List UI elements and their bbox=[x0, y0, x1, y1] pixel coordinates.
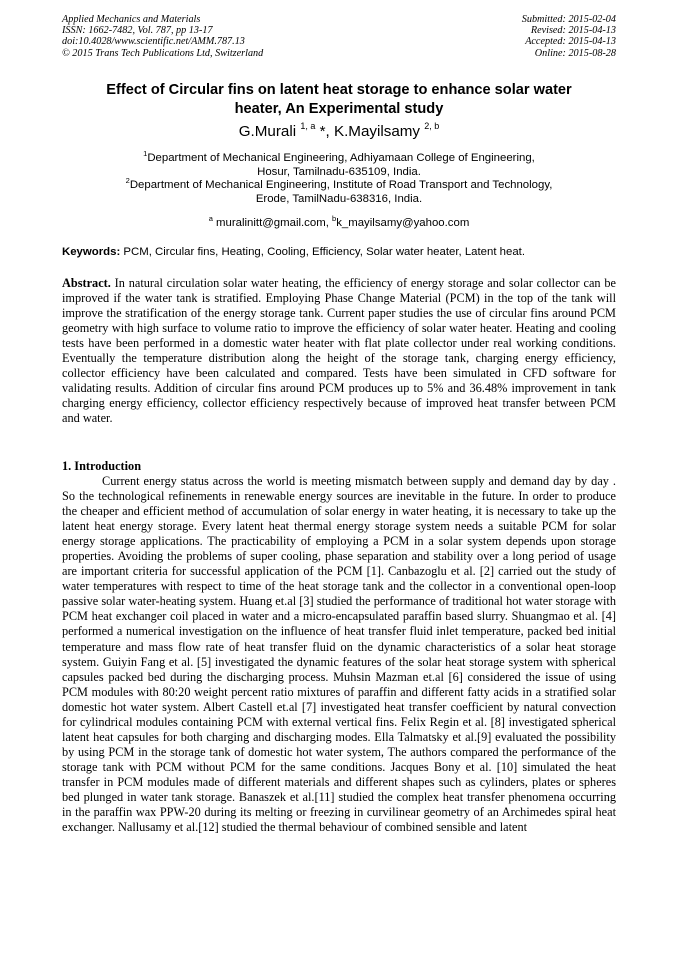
author-emails bbox=[60, 216, 618, 230]
paper-title bbox=[60, 81, 618, 119]
journal-info bbox=[62, 14, 392, 59]
doi-line: doi:10.4028/www.scientific.net/AMM.787.13 bbox=[62, 36, 245, 48]
author-1-affiliation-mark: 1, a bbox=[300, 121, 316, 131]
keywords bbox=[62, 245, 616, 259]
affiliation-1-text: Department of Mechanical Engineering, Adhiyamaan College of Engineering, bbox=[147, 152, 535, 164]
affiliation-2-line-1 bbox=[60, 176, 618, 193]
email-a-mark: a bbox=[208, 214, 213, 223]
publication-dates bbox=[416, 14, 616, 59]
journal-name: Applied Mechanics and Materials bbox=[62, 14, 201, 25]
affiliation-1-line-2: Hosur, Tamilnadu-635109, India. bbox=[257, 165, 421, 178]
affiliation-2-text: Department of Mechanical Engineering, Institute of Road Transport and Technology, bbox=[129, 179, 553, 192]
submitted-date: Submitted: 2015-02-04 bbox=[521, 14, 616, 25]
accepted-date: Accepted: 2015-04-13 bbox=[525, 36, 616, 48]
author-2-name: K.Mayilsamy bbox=[333, 123, 425, 140]
section-heading-introduction: 1. Introduction bbox=[62, 459, 142, 473]
copyright-line: © 2015 Trans Tech Publications Ltd, Switzerland bbox=[62, 47, 264, 59]
affiliation-2-line-2: Erode, TamilNadu-638316, India. bbox=[255, 192, 423, 205]
affiliation-2-mark: 2 bbox=[125, 176, 130, 186]
author-list bbox=[60, 122, 618, 142]
revised-date: Revised: 2015-04-13 bbox=[530, 25, 616, 37]
introduction-paragraph: Current energy status across the world is meeting mismatch between supply and demand day by day . So the technological refinements in renewable energy sources are inevitable in the future. In order to produce the cheaper and efficient method of accumulation of solar energy in water heating, it is necessary to take up the latent heat energy storage. Every latent heat thermal energy storage system needs a suitable PCM for solar energy storage applications. The practicability of employing a PCM in a solar system depends upon storage properties. Avoiding the problems of super cooling, phase separation and stability over a long period of usage are important criteria for successful application of the PCM [1]. Canbazoglu et al. [2] carried out the study of water temperatures with respect to time of the heat storage tank and the collector in a conventional open-loop passive solar water-heating system. Huang et.al [3] studied the performance of traditional hot water storage with PCM heat exchanger coil placed in water and a micro-encapsulated paraffin based slurry. Shuangmao et al. [4] performed a numerical investigation on the influence of heat transfer fluid inlet temperature, packed bed initial temperature and mass flow rate of heat transfer fluid on the dynamic characteristics of a solar heat storage system. Guiyin Fang et al. [5] investigated the dynamic features of the solar heat storage system with spherical capsules packed bed during the discharging process. Muhsin Mazman et.al [6] considered the issue of using PCM modules with 80:20 weight percent ratio mixtures of paraffin and different fatty acids in a stratified solar domestic hot water system. Albert Castell et.al [7] investigated heat transfer coefficient by natural convection for cylindrical modules containing PCM with external vertical fins. Felix Regin et al. [8] investigated spherical latent heat capsules for both charging and discharging modes. Ella Talmatsky et al.[9] evaluated the possibility by using PCM in the storage tank of domestic hot water system, The authors compared the performance of the storage tank with PCM without PCM for the same conditions. Jacques Bony et al. [10] simulated the heat transfer in PCM modules made of different materials and different shapes such as cylinders, plates or spheres bed plunged in water tank storage. Banaszek et al.[11] studied the complex heat transfer phenomena occurring in the paraffin wax PPW-20 during its melting or freezing in curvilinear geometry of an Archimedes spiral heat exchanger. Nallusamy et al.[12] studied the thermal behaviour of combined sensible and latent bbox=[62, 474, 616, 835]
affiliations bbox=[60, 149, 618, 206]
keywords-label: Keywords: bbox=[62, 246, 121, 258]
abstract-text: In natural circulation solar water heating, the efficiency of energy storage and solar collector can be improved if the water tank is stratified. Employing Phase Change Material (PCM) in the top of the tank will improve the stratification of the energy storage tank. Current paper studies the use of circular fins around PCM geometry with high surface to volume ratio to improve the efficiency of solar water heater. Heating and cooling tests have been performed in a domestic water heater with flat plate collector under real working conditions. Eventually the temperature distribution along the height of the storage tank, charging energy efficiency, collector efficiency have been calculated and compared. Tests have been simulated in CFD software for validating results. Addition of circular fins around PCM produces up to 5% and 36.48% improvement in tank charging energy efficiency, collector efficiency respectively because of improved heat transfer between PCM and water. bbox=[62, 276, 616, 426]
author-1-name: G.Murali bbox=[238, 123, 301, 140]
email-b-mark: b bbox=[332, 214, 337, 223]
email-a: muralinitt@gmail.com, bbox=[212, 217, 333, 229]
affiliation-1-mark: 1 bbox=[143, 149, 148, 158]
abstract bbox=[62, 276, 616, 426]
email-b: k_mayilsamy@yahoo.com bbox=[336, 217, 470, 229]
title-line-2: heater, An Experimental study bbox=[234, 101, 444, 117]
affiliation-1-line-1 bbox=[60, 149, 618, 166]
corresponding-author-mark: *, bbox=[315, 123, 334, 140]
author-2-affiliation-mark: 2, b bbox=[424, 121, 440, 131]
online-date: Online: 2015-08-28 bbox=[534, 47, 616, 59]
issn-line: ISSN: 1662-7482, Vol. 787, pp 13-17 bbox=[62, 25, 213, 37]
keywords-text: PCM, Circular fins, Heating, Cooling, Efficiency, Solar water heater, Latent heat. bbox=[120, 246, 526, 258]
title-line-1: Effect of Circular fins on latent heat storage to enhance solar water bbox=[106, 82, 572, 98]
abstract-label: Abstract. bbox=[62, 276, 111, 290]
